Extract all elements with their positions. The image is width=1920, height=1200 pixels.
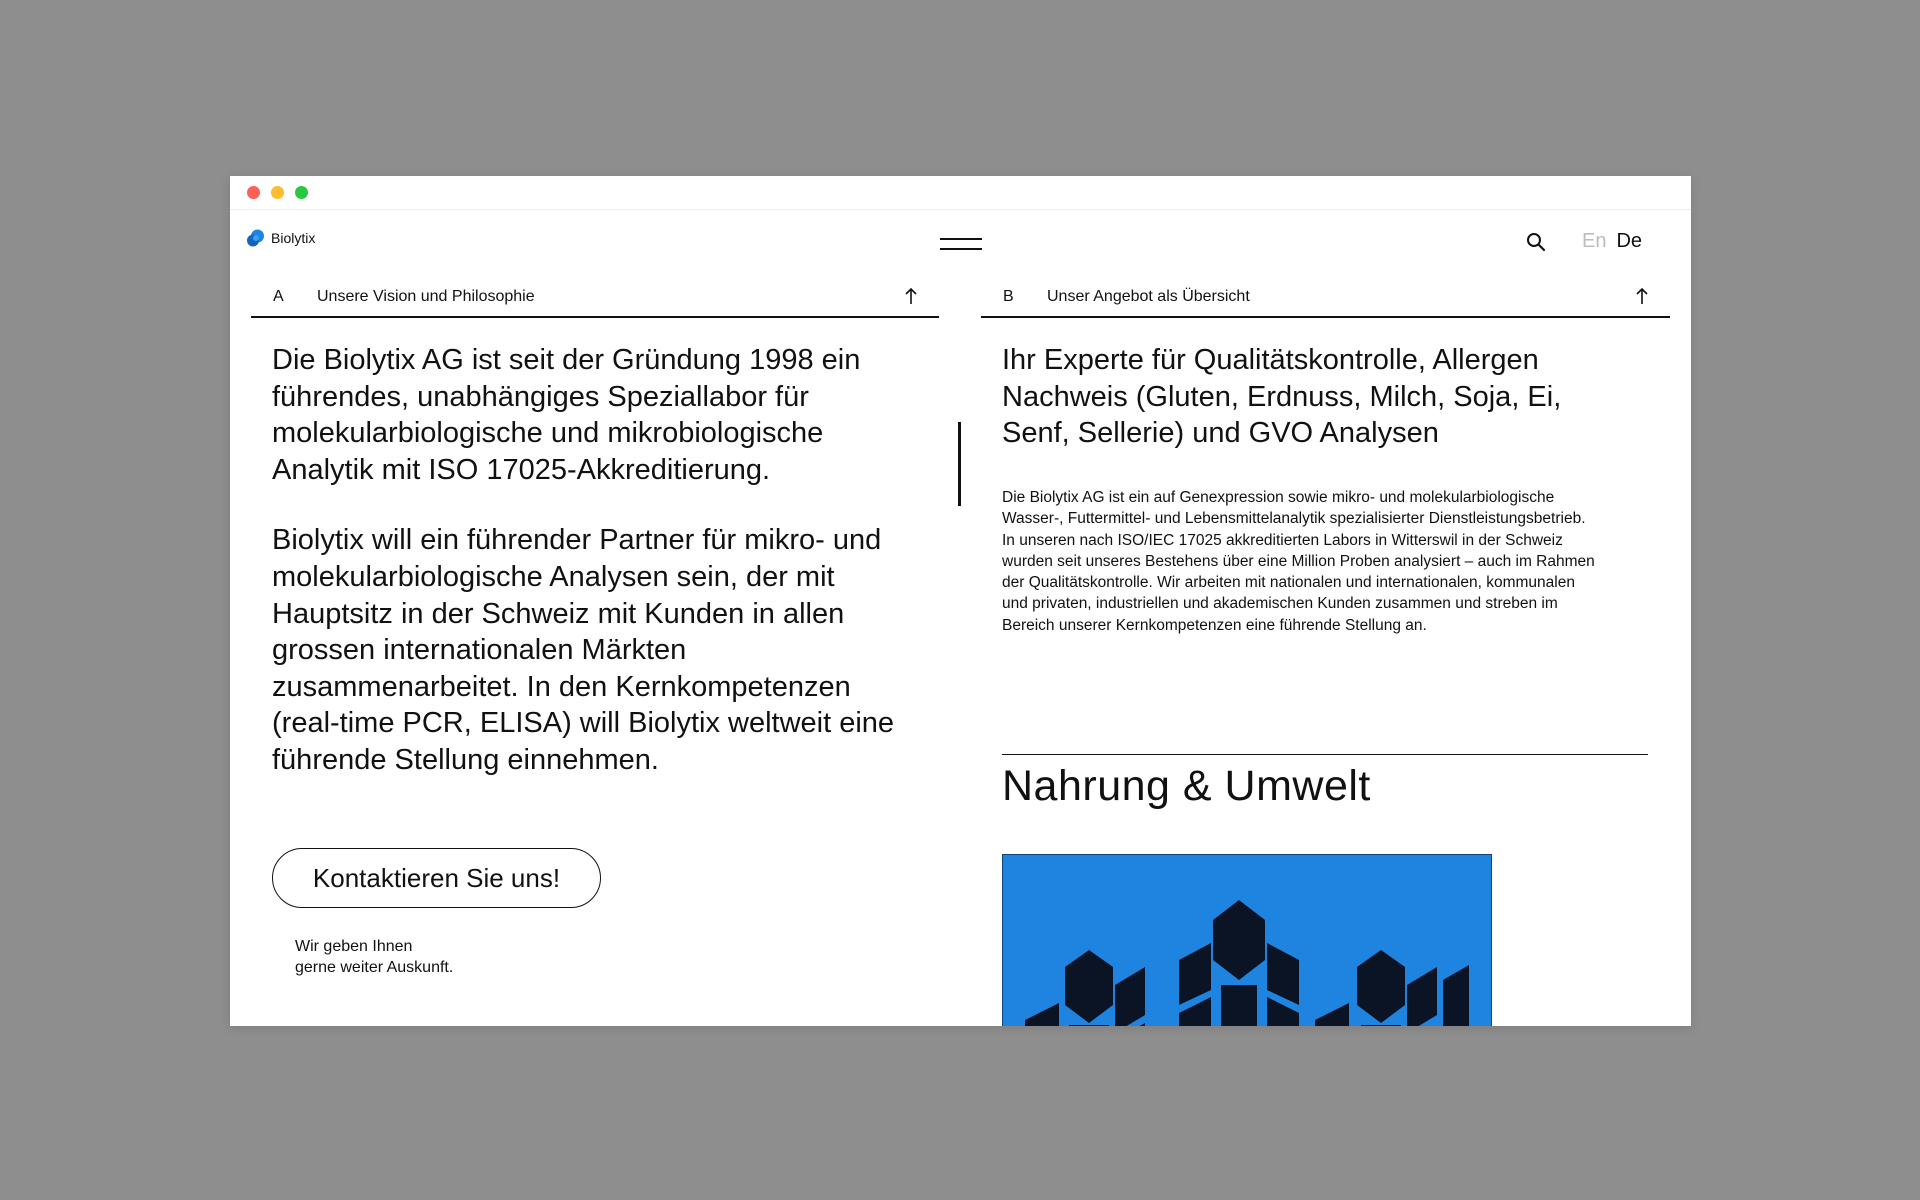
panel-a-letter: A — [273, 288, 284, 305]
close-window-button[interactable] — [247, 186, 260, 199]
biolytix-logo-icon — [246, 228, 266, 248]
panel-b-title: Unser Angebot als Übersicht — [1047, 288, 1250, 305]
brand-name: Biolytix — [271, 230, 316, 246]
browser-window — [230, 176, 1691, 1026]
wheat-icon — [1003, 855, 1492, 1026]
vision-paragraph-1: Die Biolytix AG ist seit der Gründung 1998 ein führendes, unabhängiges Speziallabor für molekularbiologische und mikrobiologische Analytik mit ISO 17025-Akkreditierung. — [272, 344, 861, 486]
window-titlebar — [230, 176, 1691, 210]
section-title: Nahrung & Umwelt — [1002, 762, 1371, 810]
brand-logo[interactable] — [246, 228, 315, 248]
arrow-up-icon[interactable] — [903, 286, 919, 306]
nahrung-umwelt-image[interactable] — [1002, 854, 1492, 1026]
panel-b-header[interactable] — [981, 280, 1670, 318]
language-de[interactable]: De — [1616, 230, 1643, 252]
hamburger-icon[interactable] — [938, 228, 984, 258]
language-en[interactable]: En — [1582, 230, 1607, 252]
language-switcher — [1582, 230, 1642, 253]
search-icon[interactable] — [1524, 230, 1548, 254]
section-divider — [1002, 754, 1648, 755]
vision-paragraph-2: Biolytix will ein führender Partner für mikro- und molekularbiologische Analysen sein, der mit Hauptsitz in der Schweiz mit Kunden in allen grossen internationalen Märkten zusammenarbeitet. In den Kernkompetenzen (real-time PCR, ELISA) will Biolytix weltweit eine führende Stellung einnehmen. — [272, 524, 895, 776]
offer-lead: Ihr Experte für Qualitätskontrolle, Allergen Nachweis (Gluten, Erdnuss, Milch, Soja, Ei, Senf, Sellerie) und GVO Analysen — [1002, 344, 1562, 450]
panel-a-header[interactable] — [251, 280, 939, 318]
scroll-indicator[interactable] — [958, 422, 961, 506]
minimize-window-button[interactable] — [271, 186, 284, 199]
contact-button[interactable]: Kontaktieren Sie uns! — [272, 848, 601, 908]
contact-note-line-2: gerne weiter Auskunft. — [295, 959, 454, 976]
vision-text — [272, 342, 922, 779]
maximize-window-button[interactable] — [295, 186, 308, 199]
offer-description: Die Biolytix AG ist ein auf Genexpression sowie mikro- und molekularbiologische Wasser-, Futtermittel- und Lebensmittelanalytik spezialisierter Dienstleistungsbetrieb. In unseren nach ISO/IEC 17025 akkreditierten Labors in Witterswil in der Schweiz wurden seit unseres Bestehens über eine Million Proben analysiert – auch im Rahmen der Qualitätskontrolle. Wir arbeiten mit nationalen und internationalen, kommunalen und privaten, industriellen und akademischen Kunden zusammen und streben im Bereich unserer Kernkompetenzen eine führende Stellung an. — [1002, 489, 1595, 634]
arrow-up-icon[interactable] — [1634, 286, 1650, 306]
contact-note-line-1: Wir geben Ihnen — [295, 938, 413, 955]
contact-note — [295, 936, 545, 978]
panel-a-title: Unsere Vision und Philosophie — [317, 288, 535, 305]
panel-b-letter: B — [1003, 288, 1014, 305]
